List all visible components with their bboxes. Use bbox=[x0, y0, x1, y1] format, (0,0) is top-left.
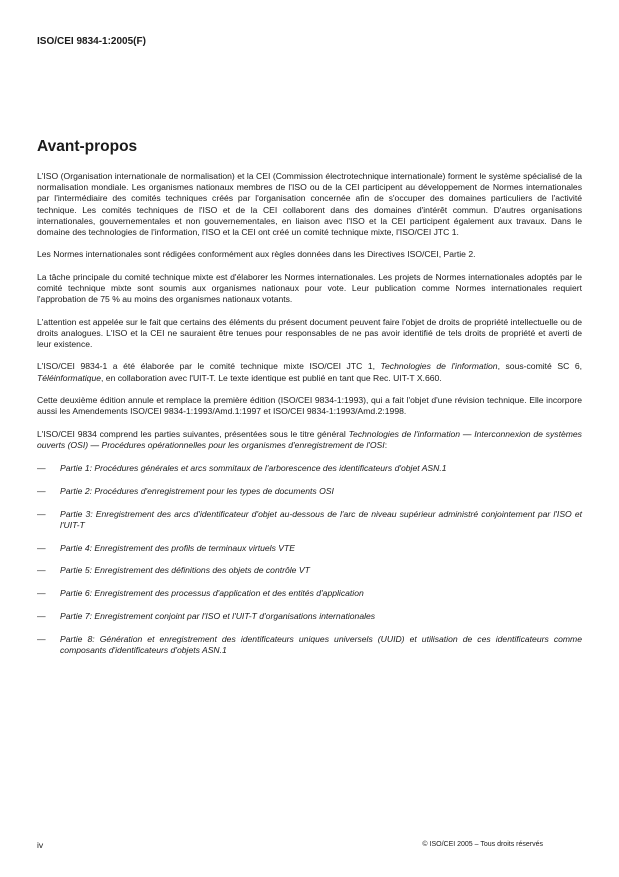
part-label: Partie 2: Procédures d'enregistrement pour les types de documents OSI bbox=[60, 485, 334, 496]
text: : bbox=[384, 439, 388, 450]
dash-bullet: — bbox=[37, 588, 46, 599]
paragraph-2: Les Normes internationales sont rédigées conformément aux règles données dans les Directives ISO/CEI, Partie 2. bbox=[37, 249, 476, 260]
general-title: Technologies de l'information — Interconnexion de systèmes ouverts (OSI) — Procédures opérationnelles pour les organismes d'enregistrement de l'OSI bbox=[37, 428, 582, 450]
dash-bullet: — bbox=[37, 508, 46, 519]
dash-bullet: — bbox=[37, 565, 46, 576]
part-label: Partie 7: Enregistrement conjoint par l'ISO et l'UIT-T d'organisations internationales bbox=[60, 610, 376, 621]
paragraph-5 bbox=[37, 361, 582, 383]
paragraph-1: L'ISO (Organisation internationale de normalisation) et la CEI (Commission électrotechnique internationale) forment le système spécialisé de la normalisation mondiale. Les organismes nationaux membres de l'ISO ou de la CEI participent au développement de Normes internationales par l'intermédiaire des comités techniques créés par l'organisation concernée afin de s'occuper des domaines particuliers de l'activité technique. Les comités techniques de l'ISO et de la CEI collaborent dans des domaines d'intérêt commun. D'autres organisations internationales, gouvernementales et non gouvernementales, en liaison avec l'ISO et la CEI participent également aux travaux. Dans le domaine des technologies de l'information, l'ISO et la CEI ont créé un comité technique mixte, l'ISO/CEI JTC 1. bbox=[37, 171, 582, 238]
document-id-header: ISO/CEI 9834-1:2005(F) bbox=[37, 36, 146, 47]
list-item bbox=[37, 463, 582, 474]
page-number: iv bbox=[37, 840, 44, 850]
paragraph-4: L'attention est appelée sur le fait que certains des éléments du présent document peuvent faire l'objet de droits de propriété intellectuelle ou de droits analogues. L'ISO et la CEI ne sauraient être tenues pour responsables de ne pas avoir identifié de tels droits de propriété et averti de leur existence. bbox=[37, 316, 582, 349]
part-label: Partie 5: Enregistrement des définitions des objets de contrôle VT bbox=[60, 565, 310, 576]
paragraph-6: Cette deuxième édition annule et remplace la première édition (ISO/CEI 9834-1:1993), qui a fait l'objet d'une révision technique. Elle incorpore aussi les Amendements ISO/CEI 9834-1:1993/Amd.1:1997 et ISO/CEI 9834-1:1993/Amd.2:1998. bbox=[37, 394, 582, 417]
part-label: Partie 1: Procédures générales et arcs sommitaux de l'arborescence des identificateurs d'objet ASN.1 bbox=[60, 462, 447, 473]
list-item bbox=[37, 634, 582, 656]
dash-bullet: — bbox=[37, 633, 46, 644]
dash-bullet: — bbox=[37, 462, 46, 473]
part-label: Partie 6: Enregistrement des processus d'application et des entités d'application bbox=[60, 588, 364, 599]
parts-list bbox=[37, 463, 582, 656]
text: , en collaboration avec l'UIT-T. Le texte identique est publié en tant que Rec. UIT-T X.660. bbox=[101, 372, 442, 383]
subcommittee-title: Téléinformatique bbox=[37, 372, 102, 383]
part-label: Partie 3: Enregistrement des arcs d'identificateur d'objet au-dessous de l'arc de niveau supérieur administré conjointement par l'ISO et l'UIT-T bbox=[60, 508, 582, 530]
paragraph-7 bbox=[37, 429, 582, 451]
dash-bullet: — bbox=[37, 485, 46, 496]
part-label: Partie 4: Enregistrement des profils de terminaux virtuels VTE bbox=[60, 542, 295, 553]
part-label: Partie 8: Génération et enregistrement des identificateurs uniques universels (UUID) et utilisation de ces identificateurs comme composants d'identificateurs d'objets ASN.1 bbox=[60, 633, 582, 655]
list-item bbox=[37, 565, 582, 576]
foreword-body bbox=[37, 171, 582, 668]
list-item bbox=[37, 611, 582, 622]
text: L'ISO/CEI 9834-1 a été élaborée par le comité technique mixte ISO/CEI JTC 1, bbox=[37, 361, 381, 372]
list-item bbox=[37, 486, 582, 497]
list-item bbox=[37, 588, 582, 599]
text: , sous-comité SC 6, bbox=[497, 361, 582, 372]
paragraph-3: La tâche principale du comité technique mixte est d'élaborer les Normes internationales. Les projets de Normes internationales adoptés par le comité technique mixte sont soumis aux organismes nationaux pour vote. Leur publication comme Normes internationales requiert l'approbation de 75 % au moins des organismes nationaux votants. bbox=[37, 271, 582, 305]
dash-bullet: — bbox=[37, 542, 46, 553]
dash-bullet: — bbox=[37, 610, 46, 621]
list-item bbox=[37, 543, 582, 554]
copyright-notice: © ISO/CEI 2005 – Tous droits réservés bbox=[422, 841, 543, 848]
section-title: Avant-propos bbox=[37, 138, 138, 155]
list-item bbox=[37, 509, 582, 531]
committee-title: Technologies de l'information bbox=[380, 361, 498, 372]
text: L'ISO/CEI 9834 comprend les parties suivantes, présentées sous le titre général bbox=[37, 428, 349, 439]
